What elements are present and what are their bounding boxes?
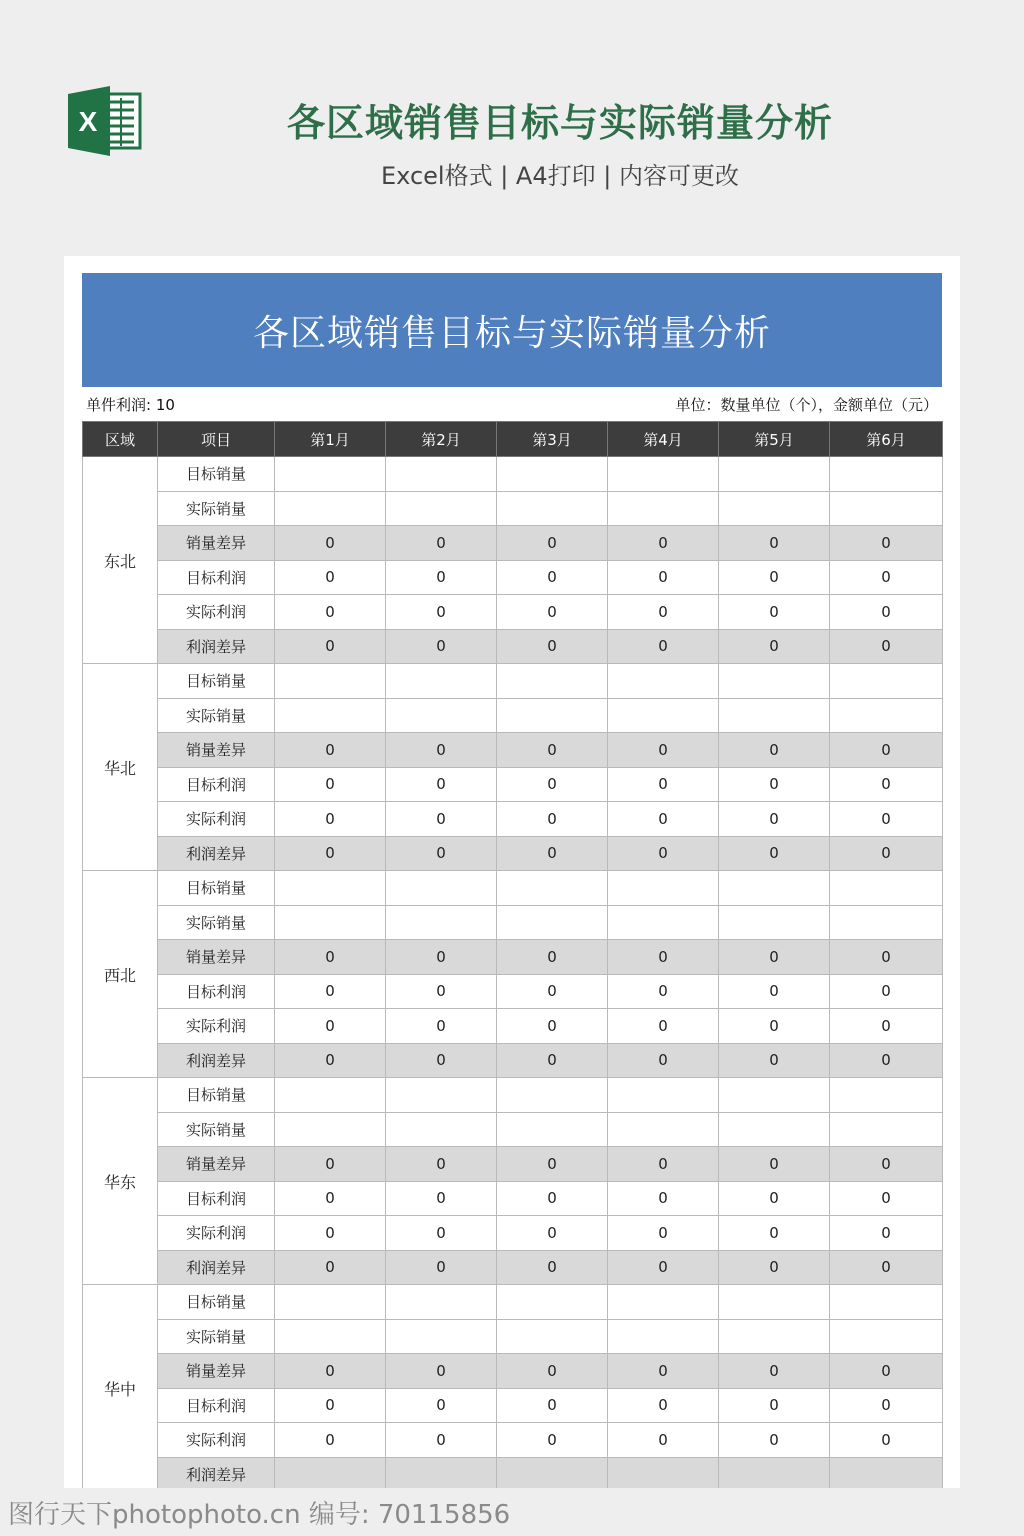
value-cell[interactable]: 0: [386, 1250, 497, 1285]
table-row: [83, 836, 943, 871]
item-cell[interactable]: 目标利润: [158, 560, 275, 595]
value-cell[interactable]: [830, 1285, 943, 1320]
item-cell[interactable]: 实际利润: [158, 595, 275, 630]
value-cell[interactable]: 0: [719, 1181, 830, 1216]
item-cell[interactable]: 实际利润: [158, 1009, 275, 1044]
value-cell[interactable]: 0: [719, 733, 830, 768]
value-cell[interactable]: 0: [275, 1388, 386, 1423]
value-cell[interactable]: 0: [608, 560, 719, 595]
value-cell[interactable]: 0: [608, 1388, 719, 1423]
value-cell[interactable]: 0: [497, 595, 608, 630]
value-cell[interactable]: [386, 664, 497, 699]
table-row: [83, 905, 943, 940]
value-cell[interactable]: [830, 664, 943, 699]
column-header: 第3月: [497, 422, 608, 457]
table-header-row: [83, 422, 943, 457]
region-cell[interactable]: 华北: [83, 664, 158, 871]
table-row: [83, 1319, 943, 1354]
value-cell[interactable]: 0: [719, 1147, 830, 1182]
value-cell[interactable]: 0: [608, 733, 719, 768]
value-cell[interactable]: 0: [830, 1388, 943, 1423]
table-row: [83, 629, 943, 664]
value-cell[interactable]: [719, 1078, 830, 1113]
value-cell[interactable]: 0: [275, 1043, 386, 1078]
value-cell[interactable]: 0: [719, 940, 830, 975]
value-cell[interactable]: 0: [497, 1181, 608, 1216]
value-cell[interactable]: [608, 905, 719, 940]
value-cell[interactable]: 0: [719, 1216, 830, 1251]
item-cell[interactable]: 利润差异: [158, 1043, 275, 1078]
value-cell[interactable]: 0: [497, 1354, 608, 1389]
value-cell[interactable]: [830, 457, 943, 492]
value-cell[interactable]: [497, 1457, 608, 1488]
value-cell[interactable]: [497, 905, 608, 940]
unit-profit-label: 单件利润: 10: [86, 396, 175, 414]
value-cell[interactable]: 0: [497, 629, 608, 664]
value-cell[interactable]: 0: [830, 940, 943, 975]
value-cell[interactable]: [830, 1112, 943, 1147]
value-cell[interactable]: 0: [830, 802, 943, 837]
table-row: [83, 1043, 943, 1078]
table-row: [83, 802, 943, 837]
value-cell[interactable]: 0: [497, 940, 608, 975]
value-cell[interactable]: 0: [719, 1043, 830, 1078]
value-cell[interactable]: 0: [608, 1043, 719, 1078]
value-cell[interactable]: 0: [830, 1354, 943, 1389]
value-cell[interactable]: 0: [608, 629, 719, 664]
excel-icon-letter: X: [78, 106, 98, 137]
value-cell[interactable]: [830, 905, 943, 940]
value-cell[interactable]: 0: [386, 767, 497, 802]
table-row: [83, 595, 943, 630]
value-cell[interactable]: 0: [386, 1388, 497, 1423]
value-cell[interactable]: [830, 491, 943, 526]
item-cell[interactable]: 实际利润: [158, 1423, 275, 1458]
value-cell[interactable]: [497, 664, 608, 699]
table-row: [83, 1112, 943, 1147]
value-cell[interactable]: 0: [386, 802, 497, 837]
value-cell[interactable]: [497, 871, 608, 906]
item-cell[interactable]: 销量差异: [158, 526, 275, 561]
value-cell[interactable]: 0: [719, 1388, 830, 1423]
item-cell[interactable]: 目标销量: [158, 457, 275, 492]
value-cell[interactable]: 0: [275, 595, 386, 630]
value-cell[interactable]: [275, 1078, 386, 1113]
value-cell[interactable]: 0: [608, 1423, 719, 1458]
table-row: [83, 698, 943, 733]
value-cell[interactable]: 0: [497, 1147, 608, 1182]
value-cell[interactable]: 0: [830, 560, 943, 595]
item-cell[interactable]: 利润差异: [158, 1250, 275, 1285]
value-cell[interactable]: [275, 1285, 386, 1320]
item-cell[interactable]: 利润差异: [158, 836, 275, 871]
value-cell[interactable]: 0: [386, 1181, 497, 1216]
value-cell[interactable]: 0: [386, 940, 497, 975]
value-cell[interactable]: 0: [275, 1147, 386, 1182]
value-cell[interactable]: [719, 1112, 830, 1147]
value-cell[interactable]: 0: [608, 1250, 719, 1285]
value-cell[interactable]: 0: [275, 629, 386, 664]
value-cell[interactable]: 0: [275, 1009, 386, 1044]
value-cell[interactable]: 0: [275, 560, 386, 595]
watermark-text: 图行天下photophoto.cn 编号: 70115856: [8, 1500, 511, 1530]
table-row: [83, 1457, 943, 1488]
value-cell[interactable]: 0: [275, 767, 386, 802]
value-cell[interactable]: [608, 1078, 719, 1113]
value-cell[interactable]: [497, 1078, 608, 1113]
value-cell[interactable]: 0: [275, 526, 386, 561]
value-cell[interactable]: 0: [275, 940, 386, 975]
value-cell[interactable]: 0: [830, 767, 943, 802]
table-row: [83, 974, 943, 1009]
item-cell[interactable]: 销量差异: [158, 1147, 275, 1182]
column-header: 第4月: [608, 422, 719, 457]
value-cell[interactable]: 0: [275, 1216, 386, 1251]
item-cell[interactable]: 实际销量: [158, 698, 275, 733]
value-cell[interactable]: [719, 457, 830, 492]
value-cell[interactable]: [275, 905, 386, 940]
value-cell[interactable]: [386, 1078, 497, 1113]
item-cell[interactable]: 目标利润: [158, 974, 275, 1009]
value-cell[interactable]: [275, 871, 386, 906]
table-row: [83, 733, 943, 768]
value-cell[interactable]: 0: [386, 1043, 497, 1078]
item-cell[interactable]: 销量差异: [158, 940, 275, 975]
column-header: 项目: [158, 422, 275, 457]
item-cell[interactable]: 目标利润: [158, 767, 275, 802]
value-cell[interactable]: [719, 905, 830, 940]
column-header: 第2月: [386, 422, 497, 457]
value-cell[interactable]: [719, 698, 830, 733]
value-cell[interactable]: [386, 871, 497, 906]
value-cell[interactable]: 0: [497, 836, 608, 871]
value-cell[interactable]: [275, 1319, 386, 1354]
value-cell[interactable]: 0: [719, 802, 830, 837]
value-cell[interactable]: 0: [608, 1354, 719, 1389]
value-cell[interactable]: 0: [386, 560, 497, 595]
value-cell[interactable]: [275, 1112, 386, 1147]
value-cell[interactable]: 0: [497, 767, 608, 802]
value-cell[interactable]: [719, 491, 830, 526]
value-cell[interactable]: [386, 457, 497, 492]
value-cell[interactable]: 0: [497, 802, 608, 837]
value-cell[interactable]: 0: [497, 1250, 608, 1285]
table-row: [83, 1216, 943, 1251]
value-cell[interactable]: 0: [719, 629, 830, 664]
value-cell[interactable]: 0: [830, 1009, 943, 1044]
table-row: [83, 940, 943, 975]
value-cell[interactable]: 0: [719, 1009, 830, 1044]
value-cell[interactable]: [497, 1112, 608, 1147]
region-cell[interactable]: 华东: [83, 1078, 158, 1285]
region-cell[interactable]: 东北: [83, 457, 158, 664]
value-cell[interactable]: 0: [719, 1354, 830, 1389]
value-cell[interactable]: [830, 698, 943, 733]
table-row: [83, 560, 943, 595]
value-cell[interactable]: [608, 1112, 719, 1147]
value-cell[interactable]: 0: [386, 526, 497, 561]
page-subtitle: Excel格式 | A4打印 | 内容可更改: [381, 162, 739, 190]
table-row: [83, 1147, 943, 1182]
value-cell[interactable]: [719, 1285, 830, 1320]
value-cell[interactable]: 0: [275, 1423, 386, 1458]
value-cell[interactable]: 0: [497, 560, 608, 595]
table-row: [83, 1388, 943, 1423]
item-cell[interactable]: 销量差异: [158, 1354, 275, 1389]
value-cell[interactable]: 0: [275, 974, 386, 1009]
item-cell[interactable]: 实际销量: [158, 1112, 275, 1147]
value-cell[interactable]: 0: [608, 767, 719, 802]
value-cell[interactable]: 0: [830, 595, 943, 630]
value-cell[interactable]: [719, 1319, 830, 1354]
value-cell[interactable]: [608, 698, 719, 733]
region-cell[interactable]: 华中: [83, 1285, 158, 1489]
value-cell[interactable]: 0: [275, 836, 386, 871]
value-cell[interactable]: 0: [275, 1354, 386, 1389]
table-row: [83, 871, 943, 906]
value-cell[interactable]: [830, 1457, 943, 1488]
item-cell[interactable]: 利润差异: [158, 1457, 275, 1488]
sheet-info-row: [86, 394, 938, 416]
value-cell[interactable]: 0: [830, 1216, 943, 1251]
value-cell[interactable]: 0: [608, 1181, 719, 1216]
value-cell[interactable]: 0: [275, 733, 386, 768]
value-cell[interactable]: 0: [608, 1147, 719, 1182]
value-cell[interactable]: 0: [719, 974, 830, 1009]
item-cell[interactable]: 实际销量: [158, 491, 275, 526]
value-cell[interactable]: [386, 698, 497, 733]
value-cell[interactable]: 0: [830, 629, 943, 664]
value-cell[interactable]: 0: [386, 1009, 497, 1044]
value-cell[interactable]: 0: [719, 1250, 830, 1285]
column-header: 区域: [83, 422, 158, 457]
value-cell[interactable]: 0: [386, 1423, 497, 1458]
value-cell[interactable]: 0: [386, 733, 497, 768]
value-cell[interactable]: 0: [830, 1147, 943, 1182]
table-row: [83, 1250, 943, 1285]
value-cell[interactable]: [275, 1457, 386, 1488]
column-header: 第1月: [275, 422, 386, 457]
table-row: [83, 664, 943, 699]
value-cell[interactable]: [608, 1285, 719, 1320]
value-cell[interactable]: [608, 664, 719, 699]
value-cell[interactable]: 0: [830, 1181, 943, 1216]
value-cell[interactable]: 0: [497, 733, 608, 768]
value-cell[interactable]: [275, 698, 386, 733]
item-cell[interactable]: 目标销量: [158, 1078, 275, 1113]
value-cell[interactable]: [386, 905, 497, 940]
value-cell[interactable]: 0: [497, 1043, 608, 1078]
value-cell[interactable]: [830, 871, 943, 906]
item-cell[interactable]: 实际销量: [158, 905, 275, 940]
value-cell[interactable]: [497, 491, 608, 526]
value-cell[interactable]: 0: [719, 526, 830, 561]
column-header: 第5月: [719, 422, 830, 457]
value-cell[interactable]: 0: [497, 974, 608, 1009]
table-row: [83, 491, 943, 526]
value-cell[interactable]: [386, 1319, 497, 1354]
item-cell[interactable]: 目标利润: [158, 1388, 275, 1423]
value-cell[interactable]: 0: [497, 1216, 608, 1251]
value-cell[interactable]: 0: [386, 836, 497, 871]
value-cell[interactable]: [386, 1112, 497, 1147]
value-cell[interactable]: 0: [830, 836, 943, 871]
value-cell[interactable]: 0: [830, 1043, 943, 1078]
value-cell[interactable]: [608, 1319, 719, 1354]
value-cell[interactable]: 0: [497, 1009, 608, 1044]
sheet-banner-title: 各区域销售目标与实际销量分析: [82, 273, 942, 387]
value-cell[interactable]: 0: [608, 595, 719, 630]
value-cell[interactable]: [497, 457, 608, 492]
value-cell[interactable]: 0: [386, 595, 497, 630]
value-cell[interactable]: 0: [608, 802, 719, 837]
value-cell[interactable]: [497, 1285, 608, 1320]
unit-note-label: 单位：数量单位（个），金额单位（元）: [675, 396, 938, 414]
value-cell[interactable]: 0: [719, 1423, 830, 1458]
value-cell[interactable]: 0: [719, 767, 830, 802]
item-cell[interactable]: 目标销量: [158, 871, 275, 906]
table-row: [83, 1354, 943, 1389]
value-cell[interactable]: [275, 491, 386, 526]
region-cell[interactable]: 西北: [83, 871, 158, 1078]
value-cell[interactable]: 0: [386, 629, 497, 664]
value-cell[interactable]: 0: [386, 974, 497, 1009]
item-cell[interactable]: 销量差异: [158, 733, 275, 768]
value-cell[interactable]: [608, 457, 719, 492]
value-cell[interactable]: 0: [608, 940, 719, 975]
value-cell[interactable]: 0: [719, 560, 830, 595]
table-row: [83, 526, 943, 561]
value-cell[interactable]: [608, 871, 719, 906]
value-cell[interactable]: [719, 871, 830, 906]
page-title: 各区域销售目标与实际销量分析: [286, 101, 833, 145]
value-cell[interactable]: 0: [830, 733, 943, 768]
value-cell[interactable]: [497, 698, 608, 733]
value-cell[interactable]: [275, 457, 386, 492]
value-cell[interactable]: 0: [719, 836, 830, 871]
table-row: [83, 1285, 943, 1320]
value-cell[interactable]: 0: [830, 1250, 943, 1285]
value-cell[interactable]: 0: [830, 1423, 943, 1458]
value-cell[interactable]: [830, 1319, 943, 1354]
table-row: [83, 1423, 943, 1458]
value-cell[interactable]: 0: [608, 836, 719, 871]
value-cell[interactable]: 0: [275, 1181, 386, 1216]
value-cell[interactable]: 0: [719, 595, 830, 630]
value-cell[interactable]: [719, 1457, 830, 1488]
table-row: [83, 1181, 943, 1216]
table-row: [83, 457, 943, 492]
value-cell[interactable]: [830, 1078, 943, 1113]
table-row: [83, 767, 943, 802]
item-cell[interactable]: 实际利润: [158, 1216, 275, 1251]
excel-icon: [68, 86, 142, 156]
value-cell[interactable]: 0: [386, 1147, 497, 1182]
value-cell[interactable]: [386, 491, 497, 526]
value-cell[interactable]: [608, 491, 719, 526]
value-cell[interactable]: 0: [830, 974, 943, 1009]
value-cell[interactable]: 0: [497, 526, 608, 561]
value-cell[interactable]: [719, 664, 830, 699]
value-cell[interactable]: [386, 1285, 497, 1320]
value-cell[interactable]: 0: [608, 1009, 719, 1044]
value-cell[interactable]: 0: [608, 974, 719, 1009]
value-cell[interactable]: 0: [830, 526, 943, 561]
table-row: [83, 1078, 943, 1113]
sales-table: [82, 421, 943, 1488]
value-cell[interactable]: 0: [275, 802, 386, 837]
value-cell[interactable]: [497, 1319, 608, 1354]
value-cell[interactable]: 0: [386, 1354, 497, 1389]
value-cell[interactable]: 0: [608, 526, 719, 561]
item-cell[interactable]: 目标销量: [158, 664, 275, 699]
item-cell[interactable]: 目标销量: [158, 1285, 275, 1320]
item-cell[interactable]: 利润差异: [158, 629, 275, 664]
value-cell[interactable]: 0: [275, 1250, 386, 1285]
value-cell[interactable]: 0: [386, 1216, 497, 1251]
value-cell[interactable]: 0: [497, 1423, 608, 1458]
value-cell[interactable]: [275, 664, 386, 699]
table-row: [83, 1009, 943, 1044]
item-cell[interactable]: 目标利润: [158, 1181, 275, 1216]
value-cell[interactable]: [608, 1457, 719, 1488]
value-cell[interactable]: 0: [497, 1388, 608, 1423]
item-cell[interactable]: 实际销量: [158, 1319, 275, 1354]
column-header: 第6月: [830, 422, 943, 457]
value-cell[interactable]: [386, 1457, 497, 1488]
value-cell[interactable]: 0: [608, 1216, 719, 1251]
item-cell[interactable]: 实际利润: [158, 802, 275, 837]
sheet-paper: [64, 256, 960, 1488]
